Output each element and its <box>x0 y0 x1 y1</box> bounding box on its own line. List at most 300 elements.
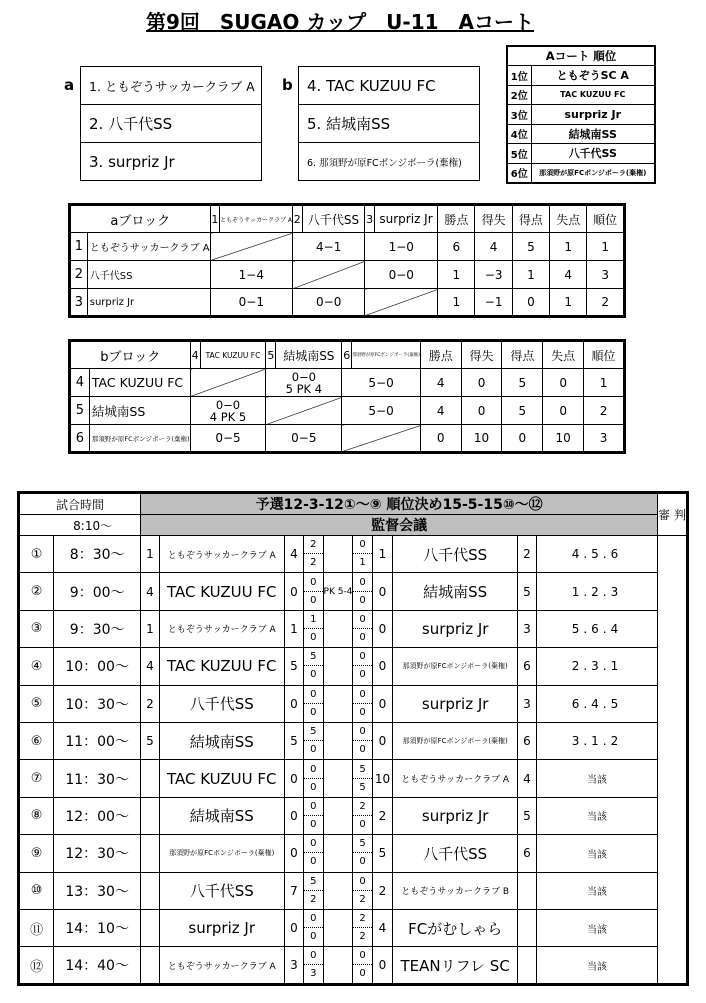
row-no: 4 <box>70 369 90 397</box>
pk-result <box>323 648 353 685</box>
match-time: 10：30〜 <box>54 685 141 722</box>
rank-label: 2位 <box>507 85 531 105</box>
home-second-half: 0 <box>310 781 317 793</box>
row-no: 5 <box>70 397 90 425</box>
stat-cell: 1 <box>550 289 587 317</box>
away-halves <box>353 722 372 759</box>
stat-cell: 4 <box>420 397 461 425</box>
diagonal-cell <box>210 233 292 261</box>
match-time: 8：30〜 <box>54 536 141 573</box>
match-number: ② <box>19 573 54 610</box>
match-number: ⑩ <box>19 872 54 909</box>
away-second-half: 0 <box>359 594 366 606</box>
home-seed <box>141 909 160 946</box>
block-b-title: bブロック <box>70 341 191 369</box>
away-first-half: 2 <box>353 910 371 928</box>
match-row <box>19 909 688 946</box>
stat-head: 勝点 <box>420 341 461 369</box>
away-second-half: 0 <box>359 818 366 830</box>
home-first-half: 5 <box>304 873 322 891</box>
home-score: 1 <box>284 610 303 647</box>
stat-head: 順位 <box>584 341 625 369</box>
rank-team: 那須野が原FCボンジボーラ(棄権) <box>531 163 655 183</box>
stat-cell: 3 <box>587 261 625 289</box>
stat-cell: 6 <box>438 233 475 261</box>
row-no: 1 <box>70 233 88 261</box>
result-pk: 4 PK 5 <box>209 409 247 424</box>
away-first-half: 0 <box>353 723 371 741</box>
row-team: 結城南SS <box>89 397 190 425</box>
stat-cell: 3 <box>584 425 625 453</box>
home-second-half: 0 <box>310 669 317 681</box>
result-cell: 0−5 <box>190 425 266 453</box>
col-no: 3 <box>365 205 375 233</box>
result-cell: 0−0 <box>293 289 365 317</box>
group-b-team-5: 5. 結城南SS <box>299 105 480 143</box>
away-score: 0 <box>372 573 392 610</box>
match-number: ⑨ <box>19 835 54 872</box>
away-score: 0 <box>372 610 392 647</box>
result-cell: 0−5 <box>266 425 342 453</box>
row-no: 3 <box>70 289 88 317</box>
home-seed: 4 <box>141 648 160 685</box>
stat-head: 失点 <box>550 205 587 233</box>
away-halves <box>353 685 372 722</box>
away-halves <box>353 760 372 797</box>
referee-cell: 5.6.4 <box>536 610 657 647</box>
schedule-banner-1: 予選12-3-12①〜⑨ 順位決め15-5-15⑩〜⑫ <box>141 493 658 515</box>
away-team: 結城南SS <box>393 573 518 610</box>
col-no: 2 <box>293 205 303 233</box>
away-first-half: 0 <box>353 947 371 965</box>
away-team: surpriz Jr <box>393 797 518 834</box>
away-halves <box>353 536 372 573</box>
stat-head: 得失 <box>461 341 502 369</box>
away-seed: 3 <box>518 685 537 722</box>
stat-cell: 4 <box>475 233 512 261</box>
stat-cell: 0 <box>543 397 584 425</box>
stat-cell: 10 <box>543 425 584 453</box>
away-score: 0 <box>372 722 392 759</box>
home-score: 7 <box>284 872 303 909</box>
stat-cell: 0 <box>420 425 461 453</box>
pk-result <box>323 872 353 909</box>
referee-cell: 4.5.6 <box>536 536 657 573</box>
col-no: 5 <box>266 341 276 369</box>
col-team: TAC KUZUU FC <box>200 341 266 369</box>
referee-cell: 3.1.2 <box>536 722 657 759</box>
stat-cell: 1 <box>438 261 475 289</box>
group-a-team-2: 2. 八千代SS <box>81 105 262 143</box>
home-first-half: 2 <box>304 536 322 554</box>
stat-cell: 0 <box>461 397 502 425</box>
home-second-half: 0 <box>310 744 317 756</box>
match-number: ⑫ <box>19 947 54 985</box>
match-row <box>19 685 688 722</box>
ranking-header: Aコート 順位 <box>507 46 655 66</box>
away-first-half: 5 <box>353 761 371 779</box>
away-first-half: 0 <box>353 648 371 666</box>
match-number: ① <box>19 536 54 573</box>
match-row <box>19 872 688 909</box>
away-team: 那須野が原FCボンジボーラ(棄権) <box>393 648 518 685</box>
block-a-title: aブロック <box>70 205 211 233</box>
stat-head: 得点 <box>502 341 543 369</box>
result-cell: 1−4 <box>210 261 292 289</box>
stat-cell: 10 <box>461 425 502 453</box>
away-team: ともぞうサッカークラブ A <box>393 760 518 797</box>
referee-cell: 1.2.3 <box>536 573 657 610</box>
away-score: 1 <box>372 536 392 573</box>
home-halves <box>304 648 323 685</box>
rank-label: 5位 <box>507 144 531 164</box>
pk-result <box>323 947 353 985</box>
stat-cell: −3 <box>475 261 512 289</box>
home-first-half: 0 <box>304 686 322 704</box>
home-halves <box>304 947 323 985</box>
row-team: 八千代SS <box>87 261 210 289</box>
result-score: 0−0 <box>215 397 241 412</box>
block-a-table <box>68 203 626 318</box>
home-second-half: 0 <box>310 856 317 868</box>
away-team: ともぞうサッカークラブ B <box>393 872 518 909</box>
home-second-half: 2 <box>310 557 317 569</box>
home-score: 0 <box>284 573 303 610</box>
pk-result <box>323 797 353 834</box>
home-team: 結城南SS <box>159 722 284 759</box>
home-first-half: 0 <box>304 835 322 853</box>
match-row <box>19 610 688 647</box>
away-team: 八千代SS <box>393 835 518 872</box>
match-number: ⑦ <box>19 760 54 797</box>
home-first-half: 1 <box>304 611 322 629</box>
stat-head: 順位 <box>587 205 625 233</box>
away-halves <box>353 610 372 647</box>
rank-label: 6位 <box>507 163 531 183</box>
result-cell: 0−1 <box>210 289 292 317</box>
match-number: ⑧ <box>19 797 54 834</box>
group-a-team-3: 3. surpriz Jr <box>81 143 262 181</box>
match-time: 11：30〜 <box>54 760 141 797</box>
row-no: 6 <box>70 425 90 453</box>
col-no: 1 <box>210 205 220 233</box>
away-score: 5 <box>372 835 392 872</box>
home-score: 0 <box>284 685 303 722</box>
away-first-half: 0 <box>353 536 371 554</box>
referee-cell: 当該 <box>536 797 657 834</box>
pk-result <box>323 610 353 647</box>
home-halves <box>304 573 323 610</box>
pk-result <box>323 760 353 797</box>
result-cell: 0−0 <box>365 261 438 289</box>
match-row <box>19 648 688 685</box>
stat-cell: 0 <box>512 289 549 317</box>
home-team: 結城南SS <box>159 797 284 834</box>
home-halves <box>304 872 323 909</box>
col-team: 那須野が原FCボンジボーラ(棄権) <box>352 341 421 369</box>
home-score: 0 <box>284 835 303 872</box>
row-team: 那須野が原FCボンジボーラ(棄権) <box>89 425 190 453</box>
home-team: 那須野が原FCボンジボーラ(棄権) <box>159 835 284 872</box>
group-a-table <box>80 66 262 181</box>
diagonal-cell <box>365 289 438 317</box>
away-score: 0 <box>372 947 392 985</box>
rank-team: surpriz Jr <box>531 105 655 125</box>
away-halves <box>353 947 372 985</box>
home-first-half: 0 <box>304 574 322 592</box>
stat-cell: 1 <box>550 233 587 261</box>
match-row <box>19 722 688 759</box>
home-second-half: 0 <box>310 706 317 718</box>
schedule-table <box>17 491 689 986</box>
rank-team: 結城南SS <box>531 124 655 144</box>
stat-cell: 1 <box>587 233 625 261</box>
home-second-half: 2 <box>310 893 317 905</box>
match-number: ⑥ <box>19 722 54 759</box>
row-team: ともぞうサッカークラブ A <box>87 233 210 261</box>
pk-result <box>323 685 353 722</box>
row-no: 2 <box>70 261 88 289</box>
home-team: TAC KUZUU FC <box>159 573 284 610</box>
away-halves <box>353 909 372 946</box>
home-score: 5 <box>284 648 303 685</box>
match-row <box>19 573 688 610</box>
stat-cell: 0 <box>461 369 502 397</box>
schedule-banner-2: 監督会議 <box>141 515 658 536</box>
referee-cell: 当該 <box>536 872 657 909</box>
stat-cell: 0 <box>543 369 584 397</box>
match-number: ⑤ <box>19 685 54 722</box>
group-b-table <box>298 66 480 181</box>
home-team: ともぞうサッカークラブ A <box>159 536 284 573</box>
away-seed: 5 <box>518 797 537 834</box>
away-first-half: 2 <box>353 798 371 816</box>
match-row <box>19 797 688 834</box>
home-team: TAC KUZUU FC <box>159 760 284 797</box>
home-first-half: 5 <box>304 648 322 666</box>
home-score: 3 <box>284 947 303 985</box>
home-halves <box>304 685 323 722</box>
home-first-half: 0 <box>304 798 322 816</box>
home-first-half: 0 <box>304 947 322 965</box>
diagonal-cell <box>293 261 365 289</box>
match-row <box>19 536 688 573</box>
home-score: 4 <box>284 536 303 573</box>
pk-result <box>323 536 353 573</box>
stat-head: 失点 <box>543 341 584 369</box>
home-seed: 4 <box>141 573 160 610</box>
referee-cell: 当該 <box>536 760 657 797</box>
result-score: 0−0 <box>291 369 316 384</box>
away-second-half: 0 <box>359 669 366 681</box>
away-first-half: 5 <box>353 835 371 853</box>
home-score: 0 <box>284 909 303 946</box>
away-team: FCがむしゃら <box>393 909 518 946</box>
stat-cell: 4 <box>420 369 461 397</box>
away-second-half: 2 <box>359 893 366 905</box>
match-time: 14：40〜 <box>54 947 141 985</box>
diagonal-cell <box>266 397 342 425</box>
group-b-letter: b <box>282 76 293 94</box>
meeting-time: 8:10〜 <box>19 515 141 536</box>
rank-team: 八千代SS <box>531 144 655 164</box>
referee-cell: 当該 <box>536 909 657 946</box>
match-time: 13：30〜 <box>54 872 141 909</box>
stat-head: 得点 <box>512 205 549 233</box>
away-seed: 6 <box>518 648 537 685</box>
match-time: 10：00〜 <box>54 648 141 685</box>
away-seed: 4 <box>518 760 537 797</box>
home-seed: 5 <box>141 722 160 759</box>
away-halves <box>353 872 372 909</box>
home-score: 5 <box>284 722 303 759</box>
result-cell: 4−1 <box>293 233 365 261</box>
stat-cell: 1 <box>438 289 475 317</box>
stat-cell: 0 <box>502 425 543 453</box>
match-row <box>19 760 688 797</box>
away-second-half: 1 <box>359 557 366 569</box>
group-a-team-1: 1. ともぞうサッカークラブ A <box>81 67 262 105</box>
away-seed: 2 <box>518 536 537 573</box>
home-team: ともぞうサッカークラブ A <box>159 947 284 985</box>
away-seed: 3 <box>518 610 537 647</box>
rank-team: TAC KUZUU FC <box>531 85 655 105</box>
page-title: 第9回 SUGAO カップ U-11 Aコート <box>145 10 535 34</box>
stat-head: 得失 <box>475 205 512 233</box>
away-halves <box>353 835 372 872</box>
away-score: 0 <box>372 648 392 685</box>
away-seed <box>518 872 537 909</box>
home-first-half: 0 <box>304 910 322 928</box>
home-seed: 2 <box>141 685 160 722</box>
away-seed: 6 <box>518 835 537 872</box>
match-time: 9：00〜 <box>54 573 141 610</box>
stat-cell: 1 <box>512 261 549 289</box>
row-team: TAC KUZUU FC <box>89 369 190 397</box>
home-halves <box>304 610 323 647</box>
home-seed <box>141 947 160 985</box>
home-halves <box>304 909 323 946</box>
away-score: 2 <box>372 872 392 909</box>
away-score: 10 <box>372 760 392 797</box>
away-second-half: 0 <box>359 631 366 643</box>
pk-result: PK 5-4 <box>323 573 353 610</box>
home-seed <box>141 760 160 797</box>
home-seed <box>141 835 160 872</box>
home-seed: 1 <box>141 610 160 647</box>
home-score: 0 <box>284 797 303 834</box>
stat-cell: 5 <box>512 233 549 261</box>
home-seed <box>141 872 160 909</box>
col-team: 八千代SS <box>302 205 365 233</box>
away-second-half: 0 <box>359 856 366 868</box>
home-team: ともぞうサッカークラブ A <box>159 610 284 647</box>
stat-cell: 1 <box>584 369 625 397</box>
home-seed <box>141 797 160 834</box>
away-second-half: 0 <box>359 968 366 980</box>
court-ranking-table <box>506 45 656 184</box>
match-number: ③ <box>19 610 54 647</box>
match-time: 12：30〜 <box>54 835 141 872</box>
home-team: TAC KUZUU FC <box>159 648 284 685</box>
result-pk: 5 PK 4 <box>285 381 323 396</box>
away-score: 4 <box>372 909 392 946</box>
referee-cell: 当該 <box>536 835 657 872</box>
result-cell: 1−0 <box>365 233 438 261</box>
away-team: 那須野が原FCボンジボーラ(棄権) <box>393 722 518 759</box>
away-halves <box>353 573 372 610</box>
group-a-letter: a <box>64 76 75 94</box>
stat-cell: 2 <box>584 397 625 425</box>
group-b-team-6: 6. 那須野が原FCボンジボーラ(棄権) <box>299 143 480 181</box>
stat-cell: 5 <box>502 369 543 397</box>
home-halves <box>304 536 323 573</box>
match-number: ⑪ <box>19 909 54 946</box>
away-team: surpriz Jr <box>393 610 518 647</box>
home-team: 八千代SS <box>159 685 284 722</box>
stat-cell: 5 <box>502 397 543 425</box>
away-second-half: 0 <box>359 706 366 718</box>
home-score: 0 <box>284 760 303 797</box>
away-second-half: 0 <box>359 744 366 756</box>
stat-cell: 2 <box>587 289 625 317</box>
row-team: surpriz Jr <box>87 289 210 317</box>
match-time: 11：00〜 <box>54 722 141 759</box>
referee-cell: 6.4.5 <box>536 685 657 722</box>
match-time: 12：00〜 <box>54 797 141 834</box>
away-first-half: 0 <box>353 873 371 891</box>
away-seed <box>518 947 537 985</box>
home-second-half: 0 <box>310 931 317 943</box>
away-halves <box>353 797 372 834</box>
referee-header: 審 判 <box>658 493 688 536</box>
group-b-team-4: 4. TAC KUZUU FC <box>299 67 480 105</box>
col-team: surpriz Jr <box>374 205 437 233</box>
away-halves <box>353 648 372 685</box>
col-no: 4 <box>190 341 200 369</box>
away-first-half: 0 <box>353 686 371 704</box>
stat-cell: −1 <box>475 289 512 317</box>
match-row <box>19 947 688 985</box>
rank-team: ともぞうSC A <box>531 66 655 86</box>
rank-label: 4位 <box>507 124 531 144</box>
home-halves <box>304 722 323 759</box>
home-halves <box>304 797 323 834</box>
diagonal-cell <box>342 425 421 453</box>
pk-result <box>323 909 353 946</box>
home-second-half: 0 <box>310 631 317 643</box>
away-seed: 5 <box>518 573 537 610</box>
home-second-half: 3 <box>310 968 317 980</box>
home-halves <box>304 835 323 872</box>
match-number: ④ <box>19 648 54 685</box>
referee-cell: 2.3.1 <box>536 648 657 685</box>
col-team: ともぞうサッカークラブ A <box>220 205 293 233</box>
pk-result <box>323 722 353 759</box>
result-cell: 5−0 <box>342 369 421 397</box>
pk-result <box>323 835 353 872</box>
home-halves <box>304 760 323 797</box>
away-seed: 6 <box>518 722 537 759</box>
result-cell <box>266 369 342 397</box>
away-second-half: 2 <box>359 931 366 943</box>
result-cell: 5−0 <box>342 397 421 425</box>
match-time: 9：30〜 <box>54 610 141 647</box>
away-team: surpriz Jr <box>393 685 518 722</box>
home-team: 八千代SS <box>159 872 284 909</box>
col-team: 結城南SS <box>276 341 342 369</box>
time-label: 試合時間 <box>19 493 141 515</box>
